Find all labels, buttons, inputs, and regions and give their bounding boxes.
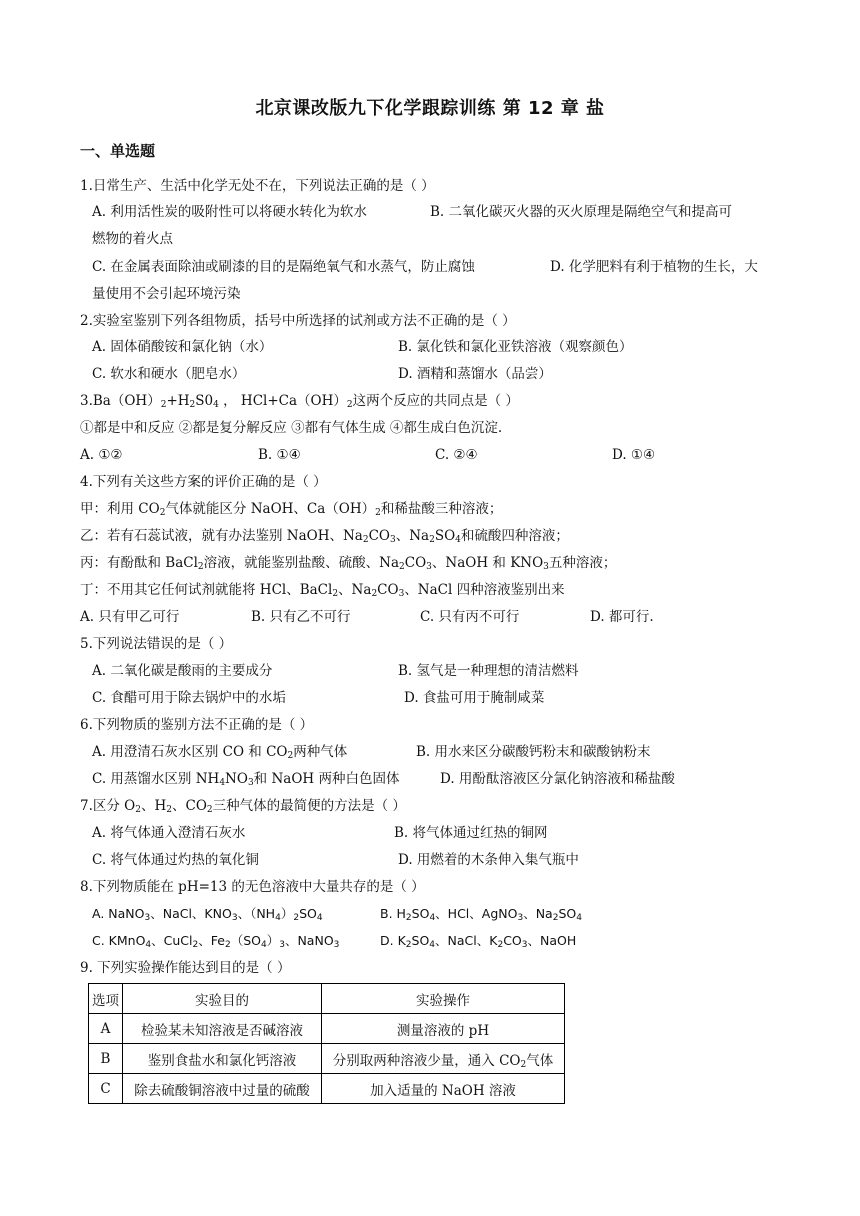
question-4-plan-bing: 丙：有酚酞和 BaCl$_2$溶液，就能鉴别盐酸、硫酸、$Na_2CO_3$、NaOH 和 $KNO_3$五种溶液；	[80, 555, 617, 572]
question-4-plan-jia: 甲：利用 $CO_2$气体就能区分 NaOH、$Ca(OH)_2$和稀盐酸三种溶液；	[80, 501, 503, 518]
table-cell: A	[89, 1014, 123, 1044]
table-row	[89, 1014, 565, 1044]
question-1-option-d-cont: 量使用不会引起环境污染	[92, 286, 241, 302]
table-cell: B	[89, 1044, 123, 1074]
question-7-option-b[interactable]: B. 将气体通过红热的铜网	[394, 825, 548, 841]
question-4-plan-ding: 丁：不用其它任何试剂就能将 HCl、BaCl$_2$、$Na_2CO_3$、NaCl 四种溶液鉴别出来	[80, 582, 565, 599]
question-6-option-d[interactable]: D. 用酚酞溶液区分氯化钠溶液和稀盐酸	[440, 771, 675, 787]
question-9-stem: 9. 下列实验操作能达到目的是（ ）	[80, 960, 291, 976]
section-heading: 一、单选题	[80, 142, 156, 160]
question-2-option-c[interactable]: C. 软水和硬水（肥皂水）	[92, 366, 246, 382]
question-7-stem: 7.区分 $O_2$、$H_2$、$CO_2$三种气体的最简便的方法是（ ）	[80, 798, 406, 815]
question-8-option-a[interactable]: A. NaNO$_3$、NaCl、$KNO_3$、$(NH_4)_2SO_4$	[92, 906, 323, 923]
question-3-option-c[interactable]: C. ②④	[435, 447, 478, 463]
question-2-option-b[interactable]: B. 氯化铁和氯化亚铁溶液（观察颜色）	[398, 339, 633, 355]
question-4-option-a[interactable]: A. 只有甲乙可行	[80, 609, 180, 625]
question-5-option-c[interactable]: C. 食醋可用于除去锅炉中的水垢	[92, 690, 286, 706]
question-3-option-d[interactable]: D. ①④	[612, 447, 656, 463]
question-3-option-a[interactable]: A. ①②	[80, 447, 123, 463]
question-4-stem: 4.下列有关这些方案的评价正确的是（ ）	[80, 474, 327, 490]
table-cell: 加入适量的 NaOH 溶液	[322, 1074, 565, 1104]
question-8-option-d[interactable]: D. $K_2SO_4$、NaCl、$K_2CO_3$、NaOH	[380, 933, 577, 950]
question-5-stem: 5.下列说法错误的是（ ）	[80, 636, 233, 652]
table-cell: C	[89, 1074, 123, 1104]
question-1-option-b-cont: 燃物的着火点	[92, 231, 173, 247]
question-2-option-d[interactable]: D. 酒精和蒸馏水（品尝）	[398, 366, 552, 382]
question-1-stem: 1.日常生产、生活中化学无处不在，下列说法正确的是（ ）	[80, 178, 435, 194]
question-7-option-a[interactable]: A. 将气体通入澄清石灰水	[92, 825, 246, 841]
experiment-table	[88, 983, 565, 1104]
table-header-cell: 实验目的	[123, 984, 322, 1014]
table-header-cell: 实验操作	[322, 984, 565, 1014]
question-6-option-b[interactable]: B. 用水来区分碳酸钙粉末和碳酸钠粉末	[416, 744, 651, 760]
table-cell: 检验某未知溶液是否碱溶液	[123, 1014, 322, 1044]
question-2-option-a[interactable]: A. 固体硝酸铵和氯化钠（水）	[92, 339, 273, 355]
question-5-option-b[interactable]: B. 氢气是一种理想的清洁燃料	[398, 663, 579, 679]
question-3-stem: $3.Ba(OH)_2+H_2S0_4$ ， $HCl+Ca(OH)_2$这两个反应的共同点是（ ）	[80, 393, 519, 410]
table-row	[89, 1074, 565, 1104]
question-7-option-c[interactable]: C. 将气体通过灼热的氧化铜	[92, 852, 259, 868]
question-1-option-a[interactable]: A. 利用活性炭的吸附性可以将硬水转化为软水	[92, 204, 367, 220]
question-1-option-c[interactable]: C. 在金属表面除油或刷漆的目的是隔绝氧气和水蒸气，防止腐蚀	[92, 259, 475, 275]
question-6-option-c[interactable]: C. 用蒸馏水区别 $NH_4NO_3$和 NaOH 两种白色固体	[92, 771, 400, 788]
question-8-option-b[interactable]: B. $H_2SO_4$、HCl、AgNO$_3$、$Na_2SO_4$	[380, 906, 582, 923]
question-1-option-d[interactable]: D. 化学肥料有利于植物的生长，大	[550, 259, 758, 275]
question-5-option-a[interactable]: A. 二氧化碳是酸雨的主要成分	[92, 663, 273, 679]
question-4-option-b[interactable]: B. 只有乙不可行	[251, 609, 351, 625]
table-row	[89, 1044, 565, 1074]
question-5-option-d[interactable]: D. 食盐可用于腌制咸菜	[404, 690, 545, 706]
question-4-option-c[interactable]: C. 只有丙不可行	[420, 609, 520, 625]
question-8-stem: 8.下列物质能在 pH=13 的无色溶液中大量共存的是（ ）	[80, 879, 425, 895]
page-title: 北京课改版九下化学跟踪训练 第 12 章 盐	[255, 98, 605, 119]
table-header-cell: 选项	[89, 984, 123, 1014]
table-cell: 测量溶液的 pH	[322, 1014, 565, 1044]
question-7-option-d[interactable]: D. 用燃着的木条伸入集气瓶中	[398, 852, 579, 868]
question-6-option-a[interactable]: A. 用澄清石灰水区别 CO 和 $CO_2$两种气体	[92, 744, 348, 761]
question-1-option-b[interactable]: B. 二氧化碳灭火器的灭火原理是隔绝空气和提高可	[430, 204, 733, 220]
table-cell: 分别取两种溶液少量，通入 $CO_2$气体	[322, 1044, 565, 1074]
question-3-statements: ①都是中和反应 ②都是复分解反应 ③都有气体生成 ④都生成白色沉淀.	[80, 420, 503, 436]
question-8-option-c[interactable]: C. KMnO$_4$、CuCl$_2$、$Fe_2(SO_4)_3$、NaNO$_3$	[92, 933, 340, 950]
question-6-stem: 6.下列物质的鉴别方法不正确的是（ ）	[80, 717, 314, 733]
question-3-option-b[interactable]: B. ①④	[258, 447, 301, 463]
question-2-stem: 2.实验室鉴别下列各组物质，括号中所选择的试剂或方法不正确的是（ ）	[80, 313, 516, 329]
question-4-plan-yi: 乙：若有石蕊试液，就有办法鉴别 NaOH、$Na_2CO_3$、$Na_2SO_4$和硫酸四种溶液；	[80, 528, 569, 545]
table-cell: 除去硫酸铜溶液中过量的硫酸	[123, 1074, 322, 1104]
question-4-option-d[interactable]: D. 都可行.	[590, 609, 654, 625]
table-header-row	[89, 984, 565, 1014]
table-cell: 鉴别食盐水和氯化钙溶液	[123, 1044, 322, 1074]
